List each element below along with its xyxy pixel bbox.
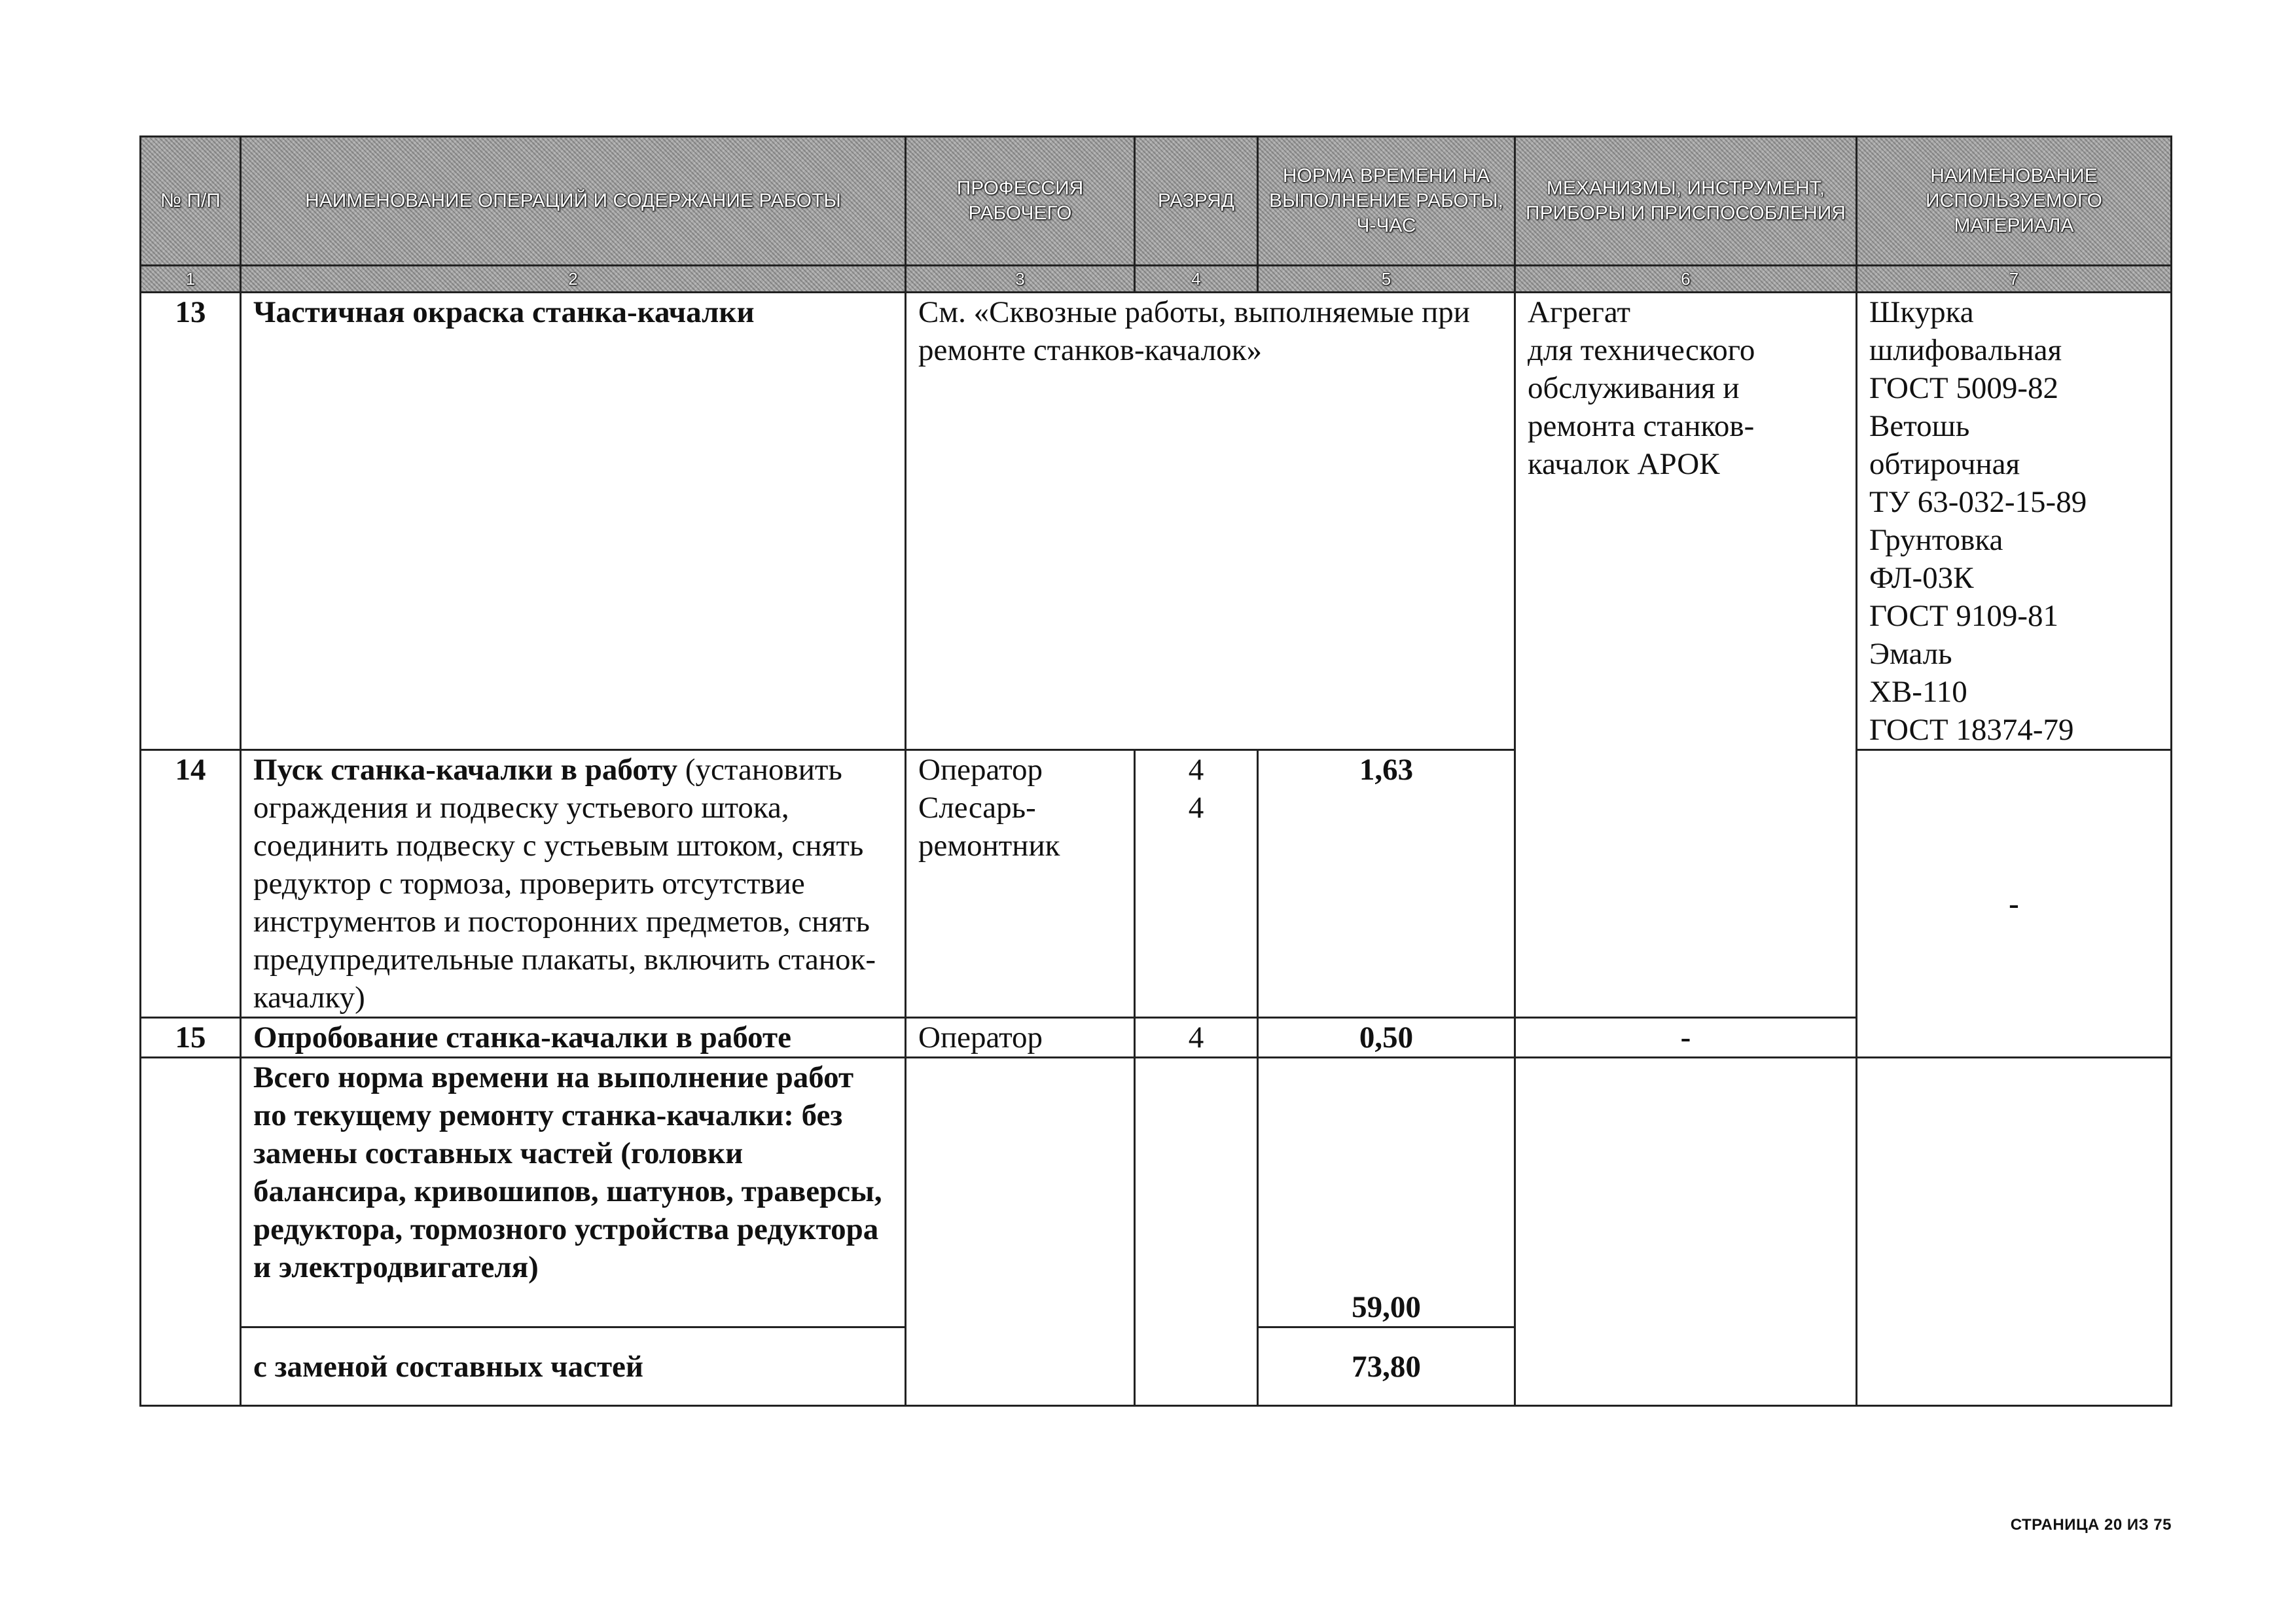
- total-with-label: с заменой составных частей: [241, 1327, 906, 1406]
- header-col-equipment: МЕХАНИЗМЫ, ИНСТРУМЕНТ, ПРИБОРЫ И ПРИСПОСОБЛЕНИЯ: [1515, 137, 1857, 266]
- row-13-number: 13: [141, 293, 241, 750]
- row-13-operation: Частичная окраска станка-качалки: [241, 293, 906, 750]
- header-col-number: № П/П: [141, 137, 241, 266]
- table-row-13: [141, 293, 2172, 750]
- header-col-grade: РАЗРЯД: [1135, 137, 1258, 266]
- col-number-2: 2: [241, 266, 906, 293]
- col-number-4: 4: [1135, 266, 1258, 293]
- header-col-norm: НОРМА ВРЕМЕНИ НА ВЫПОЛНЕНИЕ РАБОТЫ, Ч-ЧАС: [1258, 137, 1515, 266]
- row-13-reference: См. «Сквозные работы, выполняемые при ремонте станков-качалок»: [906, 293, 1515, 750]
- total-without-label: Всего норма времени на выполнение работ по текущему ремонту станка-качалки: без замены составных частей (головки балансира, кривошипов, шатунов, траверсы, редуктора, тормозного устройства редуктора и электродвигателя): [241, 1058, 906, 1327]
- row-15-number: 15: [141, 1018, 241, 1058]
- row-14-operation-details: (установить ограждения и подвеску устьевого штока, соединить подвеску с устьевым штоком, снять редуктор с тормоза, проверить отсутствие инструментов и посторонних предметов, снять предупредительные плакаты, включить станок-качалку): [253, 753, 876, 1015]
- header-col-profession: ПРОФЕССИЯ РАБОЧЕГО: [906, 137, 1135, 266]
- row-14-number: 14: [141, 750, 241, 1018]
- row-15-norm: 0,50: [1258, 1018, 1515, 1058]
- row-14-operation-title: Пуск станка-качалки в работу: [253, 753, 678, 787]
- col-number-3: 3: [906, 266, 1135, 293]
- col-number-6: 6: [1515, 266, 1857, 293]
- row-14-norm: 1,63: [1258, 750, 1515, 1018]
- header-row: [141, 137, 2172, 266]
- operations-table: [139, 135, 2172, 1407]
- row-13-equipment: Агрегат для технического обслуживания и ремонта станков- качалок АРОК: [1515, 293, 1857, 1018]
- header-col-materials: НАИМЕНОВАНИЕ ИСПОЛЬЗУЕМОГО МАТЕРИАЛА: [1857, 137, 2172, 266]
- total-without-norm: 59,00: [1258, 1058, 1515, 1327]
- col-number-5: 5: [1258, 266, 1515, 293]
- total-number-cell: [141, 1058, 241, 1406]
- total-materials-cell: [1857, 1058, 2172, 1406]
- page-number: СТРАНИЦА 20 ИЗ 75: [2010, 1516, 2172, 1534]
- col-number-1: 1: [141, 266, 241, 293]
- header-col-operation: НАИМЕНОВАНИЕ ОПЕРАЦИЙ И СОДЕРЖАНИЕ РАБОТЫ: [241, 137, 906, 266]
- row-14-materials: -: [1857, 750, 2172, 1058]
- column-number-row: [141, 266, 2172, 293]
- total-row-without-replacement: [141, 1058, 2172, 1327]
- row-14-grade: 4 4: [1135, 750, 1258, 1018]
- total-profession-cell: [906, 1058, 1135, 1406]
- row-15-equipment: -: [1515, 1018, 1857, 1058]
- table-row-14: [141, 750, 2172, 1018]
- total-grade-cell: [1135, 1058, 1258, 1406]
- col-number-7: 7: [1857, 266, 2172, 293]
- total-equipment-cell: [1515, 1058, 1857, 1406]
- row-15-profession: Оператор: [906, 1018, 1135, 1058]
- row-13-materials: Шкурка шлифовальная ГОСТ 5009-82 Ветошь обтирочная ТУ 63-032-15-89 Грунтовка ФЛ-03К ГОСТ 9109-81 Эмаль ХВ-110 ГОСТ 18374-79: [1857, 293, 2172, 750]
- total-with-norm: 73,80: [1258, 1327, 1515, 1406]
- row-14-operation: [241, 750, 906, 1018]
- row-14-profession: Оператор Слесарь- ремонтник: [906, 750, 1135, 1018]
- row-15-operation: Опробование станка-качалки в работе: [241, 1018, 906, 1058]
- row-15-grade: 4: [1135, 1018, 1258, 1058]
